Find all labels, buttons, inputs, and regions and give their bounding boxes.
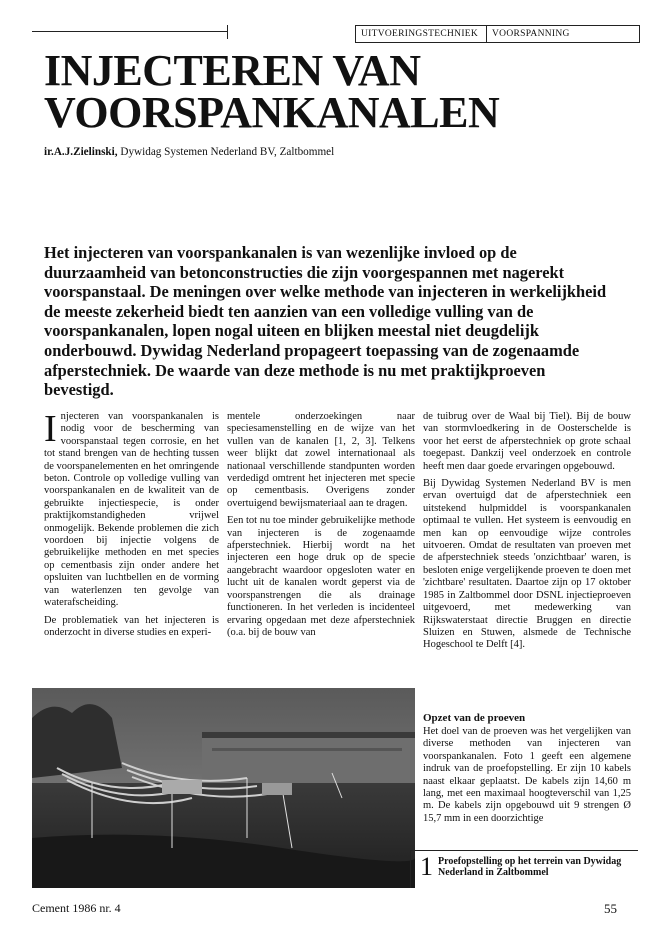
figure-number: 1 (420, 852, 433, 881)
body-column-2 (227, 411, 415, 639)
section-heading: Opzet van de proeven (423, 712, 526, 724)
paragraph-text: njecteren van voorspankanalen is nodig voor de bescherming van voorspanstaal tegen corrosie, en het tot stand brengen van de hechting tussen de voorspanelementen en het omringende beton. Controle op volledige vulling van voorspankanalen en de kwaliteit van de gebruikte injectiespecie, is onder praktijkomstandigheden vrijwel onmogelijk. Bekende problemen die zich voordoen bij injectie volgens de gebruikelijke methoden en met species op cementbasis zijn onder andere het opsluiten van luchtbellen en de vorming van waterlenzen ten gevolge van waterafscheiding. (44, 411, 219, 609)
caption-rule (410, 850, 638, 851)
figure-caption-text: Proefopstelling op het terrein van Dywidag Nederland in Zaltbommel (438, 856, 622, 878)
section-tab-prestressing: VOORSPANNING (492, 29, 570, 39)
caption-divider (410, 850, 411, 888)
header-rule (32, 31, 227, 32)
body-column-3 (423, 411, 631, 652)
drop-cap: I (44, 408, 57, 450)
body-column-1 (44, 408, 219, 639)
section-tabs (355, 25, 640, 43)
journal-reference: Cement 1986 nr. 4 (32, 901, 121, 915)
title-line-1: INJECTEREN VAN (44, 46, 421, 95)
paragraph: de tuibrug over de Waal bij Tiel). Bij de bouw van stormvloedkering in de Oosterschelde is voor het eerst de afperstechniek op grote schaal toegepast. Dankzij veel onderzoek en controle heeft men daar goede ervaringen opgebouwd. (423, 411, 631, 472)
author-affiliation: Dywidag Systemen Nederland BV, Zaltbommel (120, 146, 335, 158)
author-name: ir.A.J.Zielinski, (44, 146, 118, 158)
author-line (44, 146, 334, 158)
article-title (44, 46, 624, 137)
paragraph: Het doel van de proeven was het vergelijken van diverse methoden van injecteren van voorspankanalen. Foto 1 geeft een algemene indruk van de proefopstelling. Er zijn 10 kabels naast elkaar geplaatst. De kabels zijn 14,60 m lang, met een maximaal hoogteverschil van 1,25 m. De kabels zijn opgebouwd uit 9 strengen Ø 15,7 mm in een doorzichtige (423, 726, 631, 824)
paragraph: Bij Dywidag Systemen Nederland BV is men ervan overtuigd dat de afperstechniek een uitstekend hulpmiddel is voorspankanalen optimaal te vullen. Het systeem is eenvoudig en men kan op eenvoudige wijze controles uitvoeren. Omdat de resultaten van proeven met de afperstechniek steeds 'onzichtbaar' waren, is besloten enige vergelijkende proeven te doen met 'zichtbare' resultaten. Daartoe zijn op 17 oktober 1985 in Zaltbommel door DSNL injectieproeven uitgevoerd, met medewerking van Rijkswaterstaat directie Bruggen en directie Sluizen en Stuwen, alsmede de Technische Hogeschool te Delft [4]. (423, 478, 631, 651)
photo-illustration (32, 688, 415, 888)
test-setup-photo (32, 688, 415, 888)
title-line-2: VOORSPANKANALEN (44, 88, 500, 137)
body-column-3-continued (423, 726, 631, 825)
header-divider (227, 25, 228, 39)
section-tab-technique: UITVOERINGSTECHNIEK (356, 26, 487, 42)
paragraph: Een tot nu toe minder gebruikelijke methode van injecteren is de zogenaamde afperstechniek. Hierbij wordt na het injecteren een hoge druk op de specie aangebracht waardoor opgesloten water en lucht uit de kanalen wordt geperst via de voorspanstrengen die als drainage functioneren. In het verleden is incidenteel ervaring opgedaan met deze afperstechniek (o.a. bij de bouw van (227, 515, 415, 638)
paragraph (44, 408, 219, 610)
page-number: 55 (604, 901, 617, 916)
paragraph: mentele onderzoekingen naar speciesamenstelling en de wijze van het vullen van de kanalen [1, 2, 3]. Telkens weer blijkt dat zowel internationaal als nationaal verschillende standpunten worden verdedigd omtrent het injecteren met specie op cementbasis. Overigens zonder overtuigend bewijsmateriaal aan te dragen. (227, 411, 415, 509)
lead-paragraph: Het injecteren van voorspankanalen is van wezenlijke invloed op de duurzaamheid van betonconstructies die zijn voorgespannen met nagerekt voorspanstaal. De meningen over welke methode van injecteren in werkelijkheid de meeste zekerheid biedt ten aanzien van een volledige vulling van de voorspankanalen, lopen nogal uiteen en blijken meestal niet deugdelijk onderbouwd. Dywidag Nederland propageert toepassing van de zogenaamde afperstechniek. De waarde van deze methode is nu met praktijkproeven bevestigd. (44, 243, 607, 400)
paragraph: De problematiek van het injecteren is onderzocht in diverse studies en experi- (44, 614, 219, 638)
figure-caption (420, 852, 635, 881)
